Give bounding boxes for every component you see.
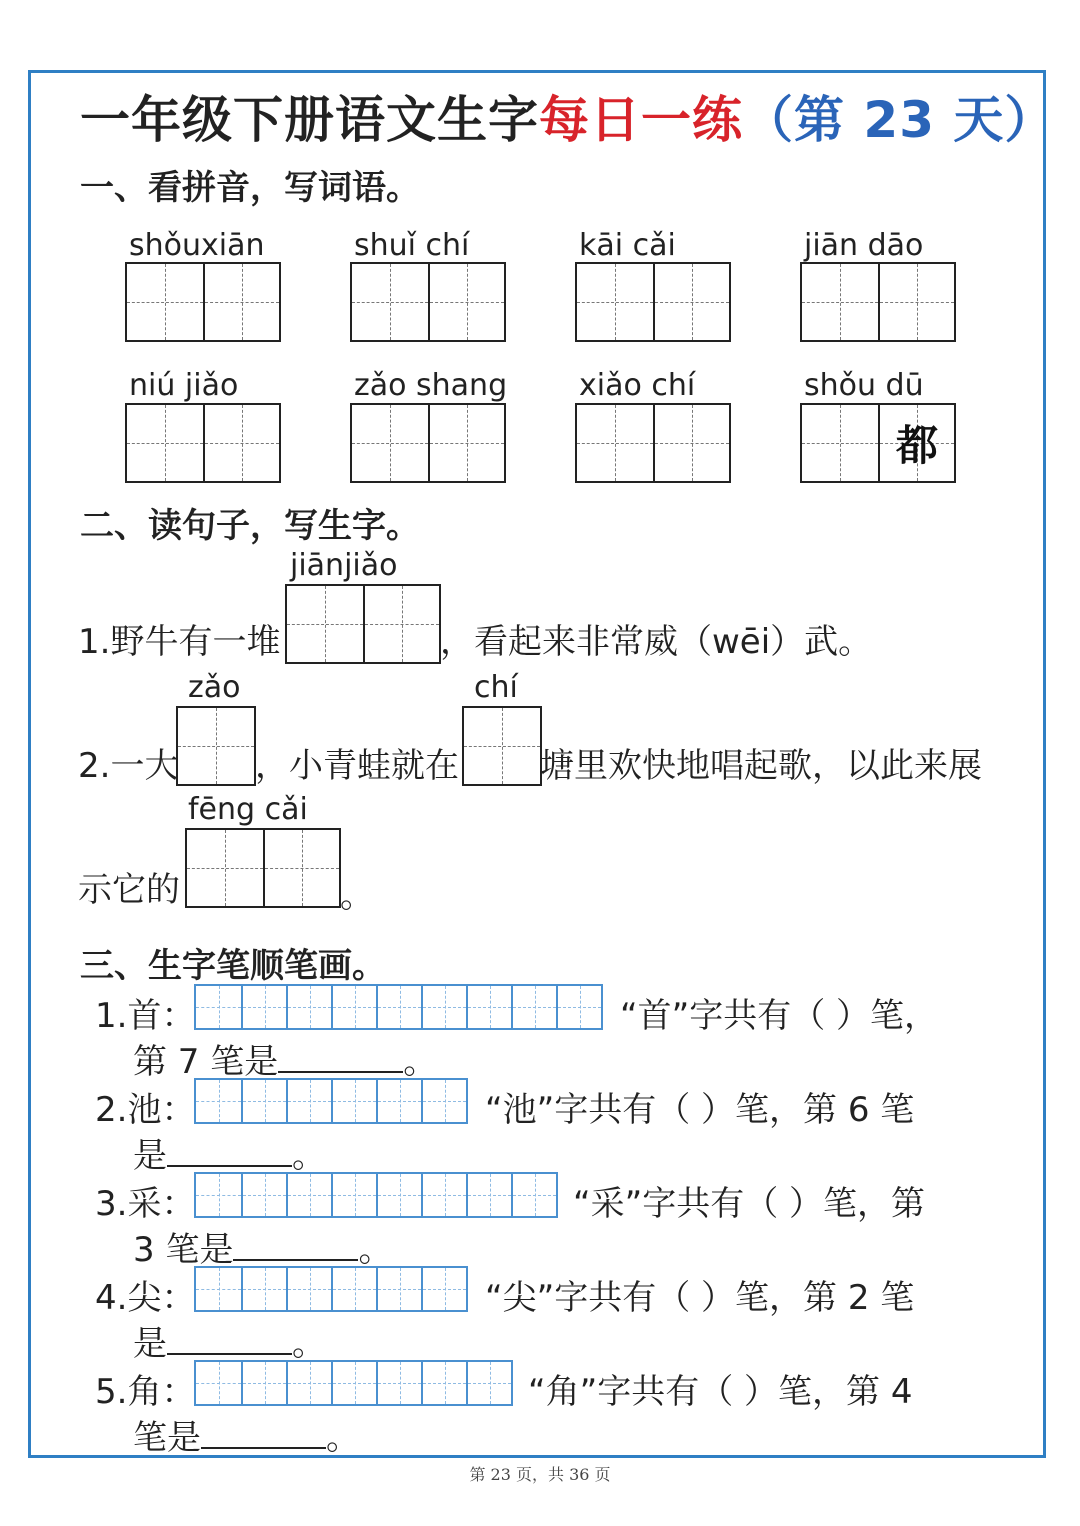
stroke-cell[interactable] [196, 986, 241, 1028]
stroke-item-label: 3.采： [95, 1184, 196, 1224]
word-answer-box[interactable] [800, 403, 956, 483]
stroke-question-line2 [133, 1316, 326, 1365]
stroke-cell[interactable] [376, 1080, 421, 1122]
stroke-question-line2 [133, 1128, 326, 1177]
stroke-question: “采”字共有（ ）笔，第 [573, 1184, 926, 1224]
stroke-cell[interactable] [196, 1362, 241, 1404]
filled-character [205, 264, 279, 340]
stroke-cell[interactable] [421, 1362, 466, 1404]
stroke-item-label: 1.首： [95, 996, 196, 1036]
tian-cell[interactable] [428, 405, 504, 481]
stroke-question-text: 是 [133, 1324, 167, 1364]
stroke-cell[interactable] [196, 1174, 241, 1216]
tian-cell[interactable] [653, 264, 729, 340]
section1-heading: 一、看拼音，写词语。 [80, 168, 420, 208]
stroke-cell[interactable] [196, 1080, 241, 1122]
stroke-question: “池”字共有（ ）笔，第 6 笔 [485, 1090, 915, 1130]
filled-character [577, 405, 653, 481]
word-answer-box[interactable] [125, 403, 281, 483]
stroke-cell[interactable] [196, 1268, 241, 1310]
stroke-cell[interactable] [511, 1174, 556, 1216]
word-answer-box[interactable] [125, 262, 281, 342]
answer-blank[interactable] [201, 1419, 326, 1449]
s3-suffix: 。 [340, 876, 374, 916]
s2-pinyin1: zǎo [188, 670, 241, 705]
stroke-cell[interactable] [331, 1362, 376, 1404]
stroke-cell[interactable] [286, 1362, 331, 1404]
stroke-cell[interactable] [421, 1174, 466, 1216]
s2-mid: ，小青蛙就在 [255, 746, 459, 786]
filled-character [430, 405, 504, 481]
tian-cell[interactable] [577, 405, 653, 481]
filled-character [127, 405, 203, 481]
stroke-question-line2 [133, 1410, 360, 1459]
stroke-cell[interactable] [376, 1268, 421, 1310]
stroke-order-boxes[interactable] [194, 1266, 468, 1312]
stroke-item-label: 4.尖： [95, 1278, 196, 1318]
stroke-cell[interactable] [511, 986, 556, 1028]
page-footer: 第 23 页，共 36 页 [469, 1465, 611, 1484]
tian-cell[interactable] [203, 405, 279, 481]
tian-cell[interactable] [352, 405, 428, 481]
filled-character [577, 264, 653, 340]
stroke-cell[interactable] [556, 986, 601, 1028]
s1-suffix: ，看起来非常威（wēi）武。 [440, 622, 873, 662]
stroke-cell[interactable] [466, 1174, 511, 1216]
s1-answer-box[interactable] [285, 584, 441, 664]
tian-cell[interactable] [878, 405, 954, 481]
stroke-cell[interactable] [241, 1174, 286, 1216]
stroke-question-text: 第 7 笔是 [133, 1042, 279, 1082]
stroke-question: “首”字共有（ ）笔， [620, 996, 939, 1036]
stroke-question-end: 。 [358, 1230, 393, 1270]
stroke-cell[interactable] [241, 1268, 286, 1310]
filled-character [352, 405, 428, 481]
stroke-item-label: 2.池： [95, 1090, 196, 1130]
stroke-cell[interactable] [466, 986, 511, 1028]
filled-character [352, 264, 428, 340]
stroke-question-end: 。 [292, 1136, 326, 1176]
stroke-cell[interactable] [331, 1080, 376, 1122]
word-pinyin: xiǎo chí [579, 368, 696, 403]
word-pinyin: kāi cǎi [579, 228, 676, 263]
stroke-cell[interactable] [421, 1268, 466, 1310]
stroke-cell[interactable] [286, 986, 331, 1028]
filled-character [802, 405, 878, 481]
stroke-question-text: 是 [133, 1136, 167, 1176]
word-answer-box[interactable] [350, 403, 506, 483]
word-answer-box[interactable] [575, 403, 731, 483]
page-title: 一年级下册语文生字每日一练（第 23 天） [80, 91, 1056, 149]
stroke-cell[interactable] [241, 1362, 286, 1404]
stroke-cell[interactable] [376, 1362, 421, 1404]
stroke-cell[interactable] [421, 1080, 466, 1122]
stroke-cell[interactable] [331, 1268, 376, 1310]
tian-cell[interactable] [352, 264, 428, 340]
word-pinyin: shuǐ chí [354, 228, 470, 263]
stroke-order-boxes[interactable] [194, 1360, 513, 1406]
filled-character [655, 405, 729, 481]
filled-character: 都 [895, 421, 938, 470]
stroke-cell[interactable] [286, 1268, 331, 1310]
s2-prefix: 2.一大 [78, 746, 179, 786]
stroke-question-end: 。 [326, 1418, 360, 1458]
answer-blank[interactable] [233, 1231, 358, 1261]
stroke-question-text: 3 笔是 [133, 1230, 234, 1270]
answer-blank[interactable] [278, 1043, 403, 1073]
s1-prefix: 1.野牛有一堆 [78, 622, 281, 662]
word-answer-box[interactable] [350, 262, 506, 342]
stroke-cell[interactable] [376, 986, 421, 1028]
word-answer-box[interactable] [575, 262, 731, 342]
stroke-cell[interactable] [241, 1080, 286, 1122]
word-pinyin: zǎo shang [354, 368, 508, 403]
tian-cell[interactable] [878, 264, 954, 340]
tian-cell[interactable] [802, 405, 878, 481]
word-pinyin: niú jiǎo [129, 368, 239, 403]
stroke-cell[interactable] [421, 986, 466, 1028]
filled-character [127, 264, 203, 340]
stroke-cell[interactable] [241, 986, 286, 1028]
stroke-order-boxes[interactable] [194, 984, 603, 1030]
tian-cell[interactable] [127, 264, 203, 340]
s3-prefix: 示它的 [78, 870, 180, 910]
filled-character [655, 264, 729, 340]
answer-blank[interactable] [167, 1137, 292, 1167]
stroke-cell[interactable] [286, 1080, 331, 1122]
stroke-cell[interactable] [331, 1174, 376, 1216]
tian-cell[interactable] [577, 264, 653, 340]
tian-cell[interactable] [802, 264, 878, 340]
s1-pinyin: jiānjiǎo [290, 548, 398, 583]
section3-heading: 三、生字笔顺笔画。 [80, 946, 386, 986]
answer-blank[interactable] [167, 1325, 292, 1355]
tian-cell[interactable] [203, 264, 279, 340]
filled-character [205, 405, 279, 481]
s2-answer-box2[interactable] [462, 706, 542, 786]
stroke-question-line2 [133, 1034, 437, 1083]
stroke-item-label: 5.角： [95, 1372, 196, 1412]
stroke-cell[interactable] [331, 986, 376, 1028]
word-pinyin: jiān dāo [804, 228, 924, 263]
stroke-cell[interactable] [286, 1174, 331, 1216]
word-pinyin: shǒuxiān [129, 228, 265, 263]
s3-answer-box[interactable] [185, 828, 341, 908]
s3-pinyin: fēng cǎi [188, 792, 308, 827]
stroke-cell[interactable] [466, 1362, 511, 1404]
tian-cell[interactable] [428, 264, 504, 340]
stroke-order-boxes[interactable] [194, 1172, 558, 1218]
filled-character [430, 264, 504, 340]
stroke-question: “角”字共有（ ）笔，第 4 [528, 1372, 913, 1412]
stroke-question-text: 笔是 [133, 1418, 201, 1458]
section2-heading: 二、读句子，写生字。 [80, 506, 420, 546]
stroke-question-end: 。 [292, 1324, 326, 1364]
s2-pinyin2: chí [474, 670, 518, 705]
s2-answer-box1[interactable] [176, 706, 256, 786]
stroke-question-line2 [133, 1222, 392, 1271]
stroke-order-boxes[interactable] [194, 1078, 468, 1124]
tian-cell[interactable] [127, 405, 203, 481]
stroke-question-end: 。 [403, 1042, 438, 1082]
filled-character [802, 264, 878, 340]
tian-cell[interactable] [653, 405, 729, 481]
word-answer-box[interactable] [800, 262, 956, 342]
word-pinyin: shǒu dū [804, 368, 924, 403]
stroke-question: “尖”字共有（ ）笔，第 2 笔 [485, 1278, 915, 1318]
s2-suffix: 塘里欢快地唱起歌，以此来展 [540, 746, 982, 786]
filled-character [880, 264, 954, 340]
stroke-cell[interactable] [376, 1174, 421, 1216]
